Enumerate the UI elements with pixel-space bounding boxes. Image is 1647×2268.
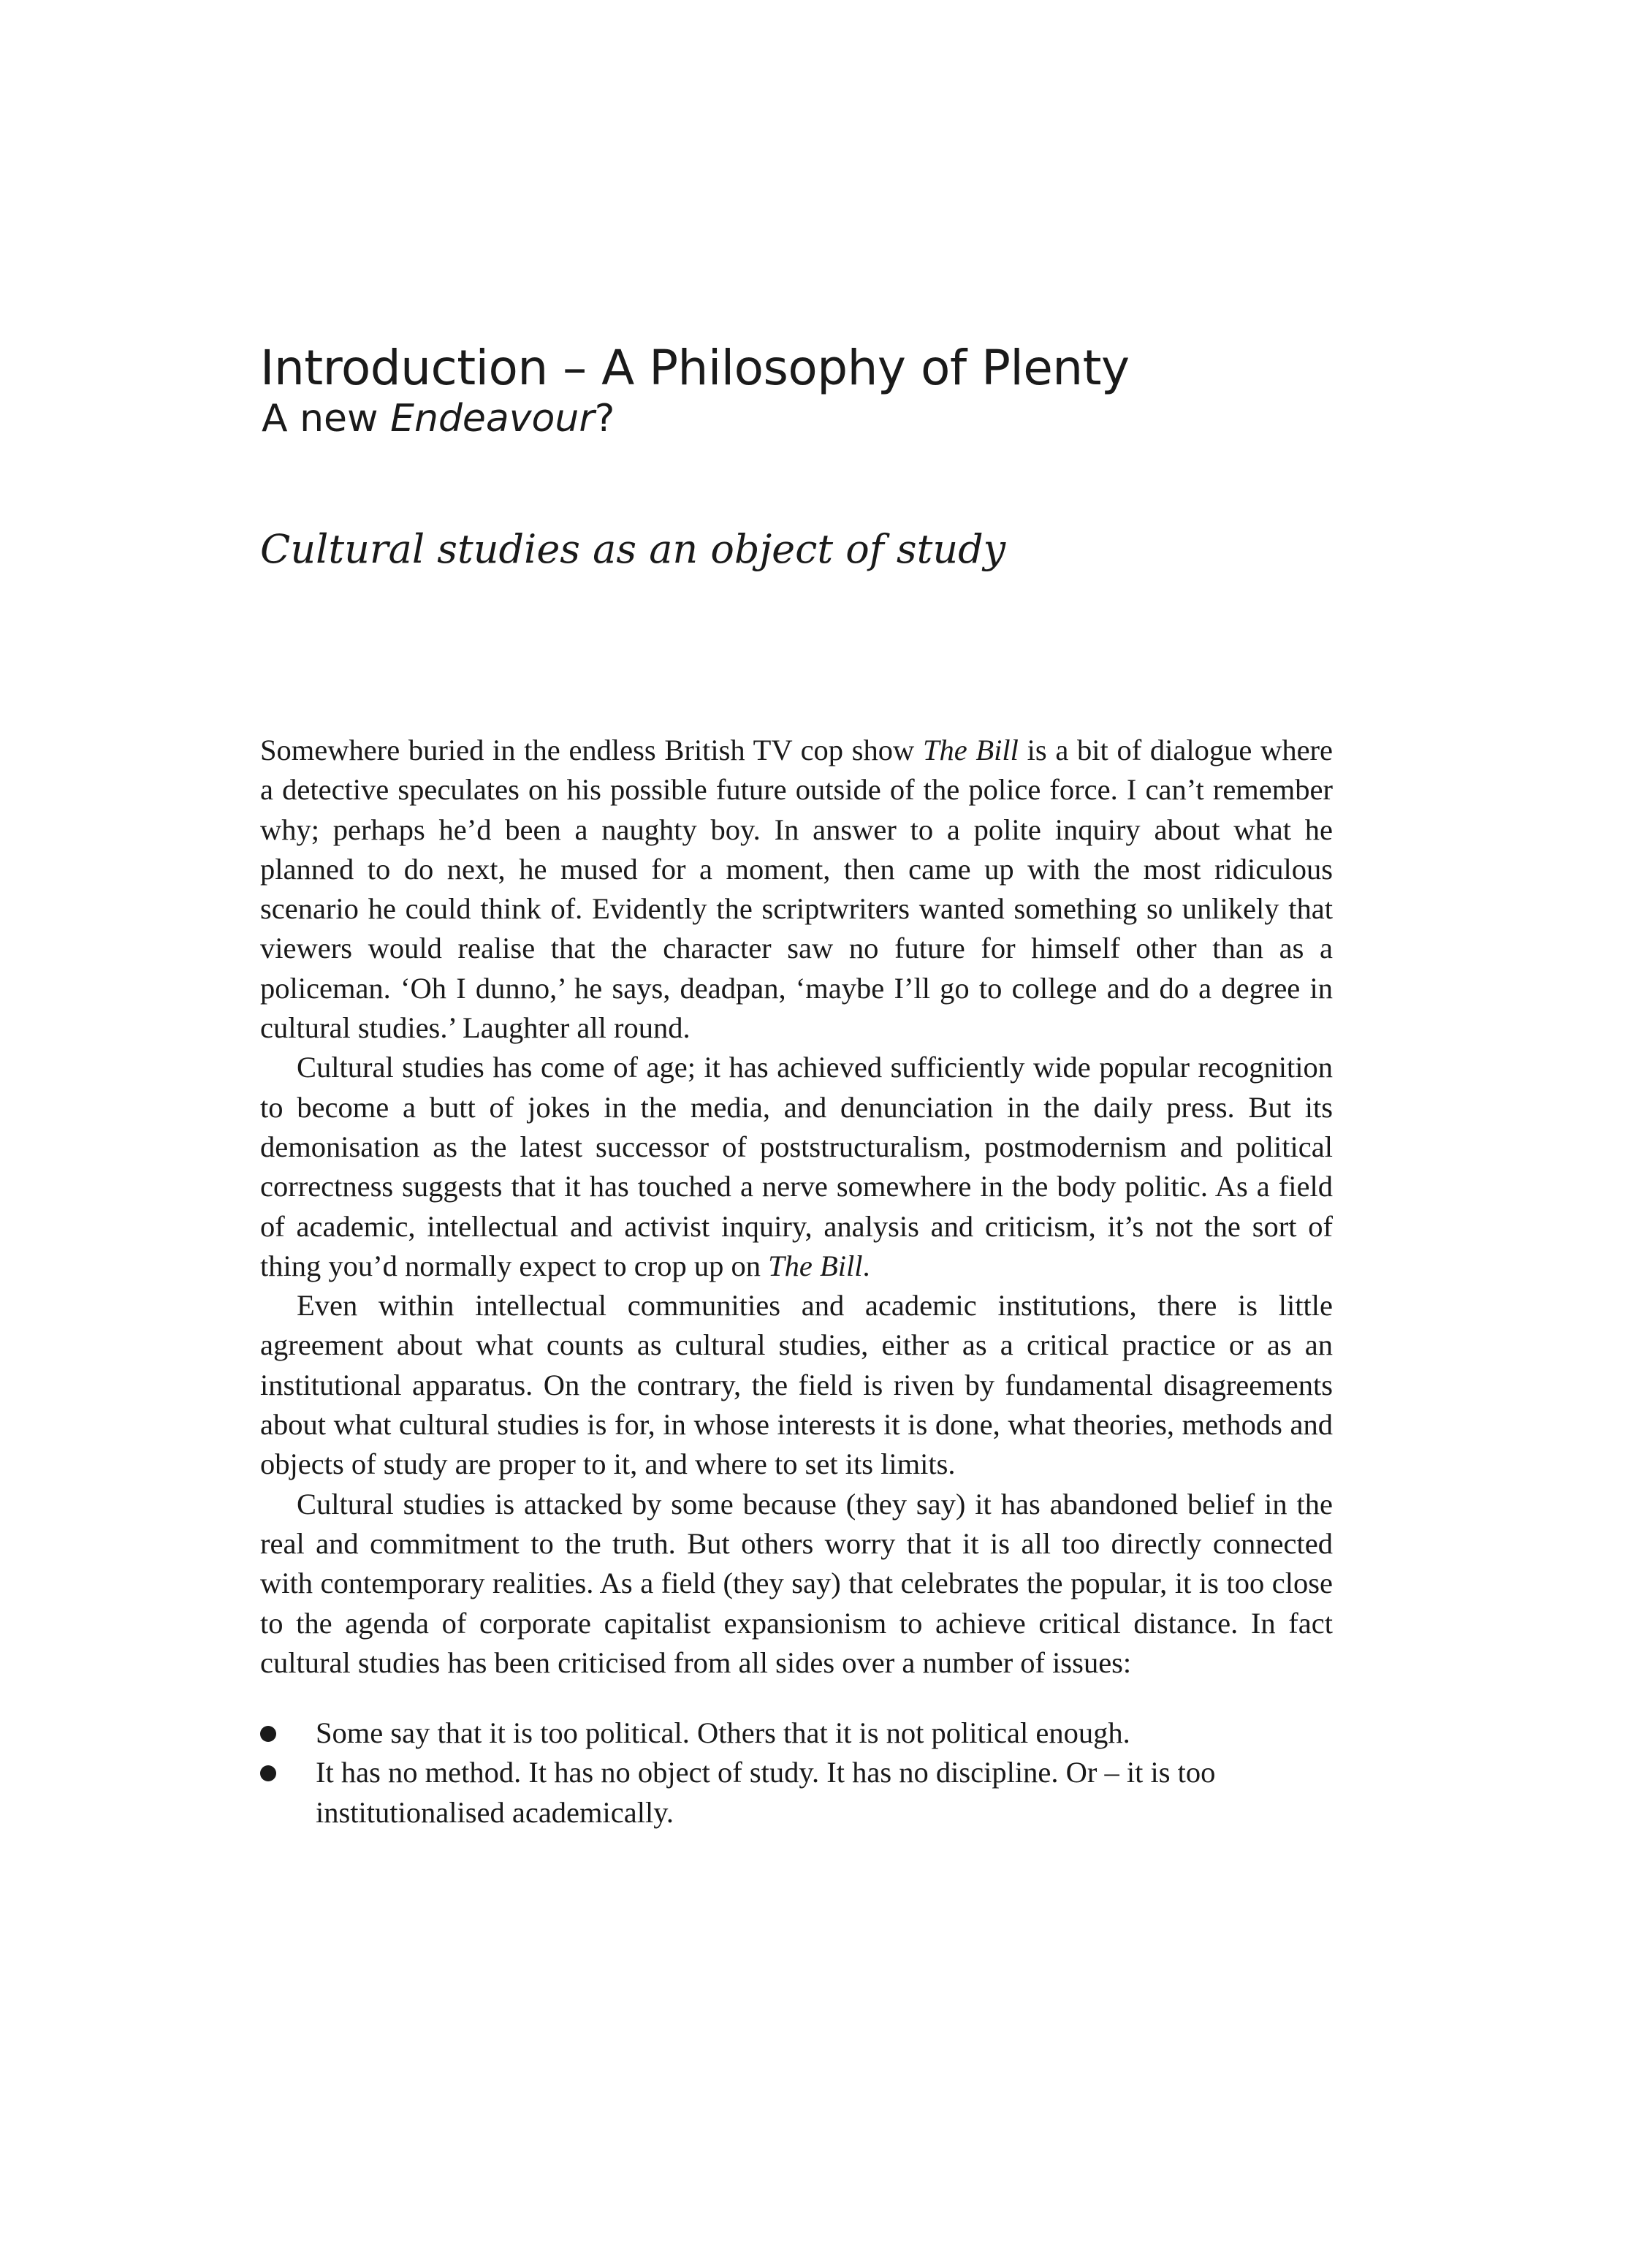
section-heading: Cultural studies as an object of study [260, 526, 1006, 572]
body-text [260, 731, 1333, 1833]
bullet-item: Some say that it is too political. Others that it is not political enough. [260, 1713, 1333, 1753]
paragraph-3: Even within intellectual communities and academic institutions, there is little agreement about what counts as cultural studies, either as a critical practice or as an institutional apparatus. On the contrary, the field is riven by fundamental disagreements about what cultural studies is for, in whose interests it is done, what theories, methods and objects of study are proper to it, and where to set its limits. [260, 1289, 1333, 1481]
subtitle-suffix: ? [594, 397, 615, 441]
subtitle-prefix: A new [262, 397, 391, 441]
paragraph-1: Somewhere buried in the endless British TV cop show The Bill is a bit of dialogue where a detective speculates on his possible future outside of the police force. I can’t remember why; perhaps he’d been a naughty boy. In answer to a polite inquiry about what he planned to do next, he mused for a moment, then came up with the most ridiculous scenario he could think of. Evidently the scriptwriters wanted something so unlikely that viewers would realise that the character saw no future for himself other than as a policeman. ‘Oh I dunno,’ he says, deadpan, ‘maybe I’ll go to college and do a degree in cultural studies.’ Laughter all round. [260, 734, 1334, 1045]
bullet-dot-icon [260, 1726, 276, 1742]
chapter-title: Introduction – A Philosophy of Plenty [260, 340, 1130, 396]
paragraph-2: Cultural studies has come of age; it has achieved sufficiently wide popular recognition to become a butt of jokes in the media, and denunciation in the daily press. But its demonisation as the latest successor of poststructuralism, postmodernism and political correctness suggests that it has touched a nerve somewhere in the body politic. As a field of academic, intellectual and activist inquiry, analysis and criticism, it’s not the sort of thing you’d normally expect to crop up on The Bill. [260, 1051, 1333, 1282]
show-title: The Bill [922, 734, 1019, 766]
chapter-subtitle [262, 395, 615, 443]
paragraph-4: Cultural studies is attacked by some because (they say) it has abandoned belief in the real and commitment to the truth. But others worry that it is all too directly connected with contemporary realities. As a field (they say) that celebrates the popular, it is too close to the agenda of corporate capitalist expansionism to achieve critical distance. In fact cultural studies has been criticised from all sides over a number of issues: [260, 1487, 1333, 1679]
bullet-dot-icon [260, 1765, 276, 1781]
bullet-item: It has no method. It has no object of study. It has no discipline. Or – it is too institutionalised academically. [260, 1753, 1333, 1833]
show-title: The Bill [768, 1249, 863, 1282]
subtitle-italic: Endeavour [390, 397, 595, 441]
bullet-list [260, 1713, 1333, 1833]
